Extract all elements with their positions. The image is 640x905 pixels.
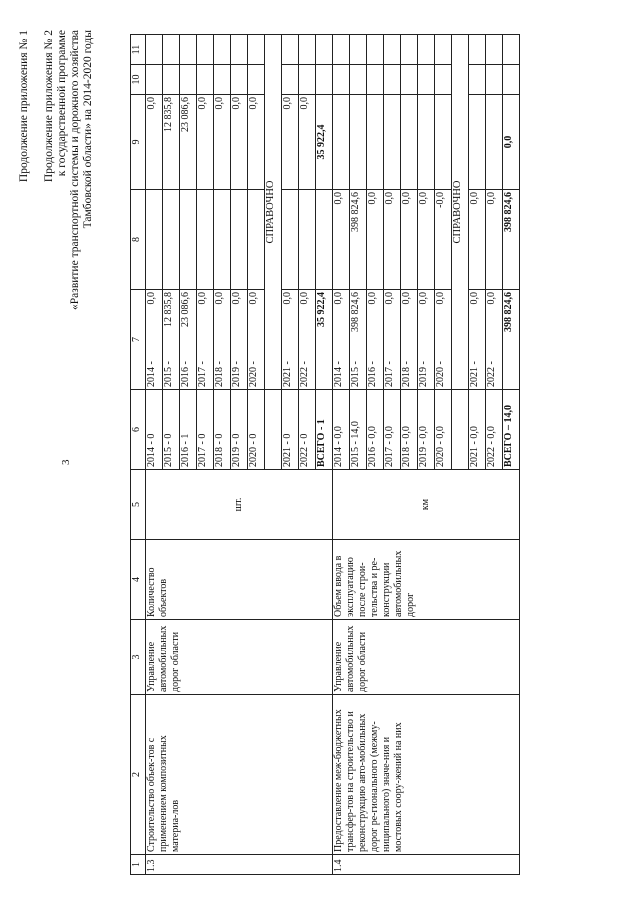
indicator-value: 2020 - 0,0 [435,390,452,470]
empty-cell [418,35,435,65]
year-label: 2019 - [231,361,242,387]
year-amount: 0,0 [333,292,344,305]
total-amount: 35 922,4 [316,290,333,390]
amount-col8: 0,0 [418,190,435,290]
funding-year [384,290,401,390]
empty-cell [401,35,418,65]
col-num: 4 [131,540,146,620]
empty-cell [248,35,265,65]
empty-cell [146,65,163,95]
empty-cell [435,65,452,95]
indicator-value: 2022 - 0,0 [486,390,503,470]
indicator-value: 2019 - 0 [231,390,248,470]
amount-col8 [299,190,316,290]
total-label: ВСЕГО - 1 [316,390,333,470]
amount-col9 [333,95,350,190]
col-num: 3 [131,620,146,695]
funding-year [180,290,197,390]
amount-col8: 0,0 [384,190,401,290]
header-line-3: «Развитие транспортной системы и дорожного хозяйства [69,30,81,310]
year-amount: 0,0 [231,292,242,305]
amount-col8 [248,190,265,290]
executor: Управление автомобильных дорог области [333,620,520,695]
empty-cell [316,35,333,65]
page-number: 3 [60,459,72,465]
year-label: 2017 - [197,361,208,387]
empty-cell [384,35,401,65]
year-amount: 0,0 [248,292,259,305]
header-line-1: Продолжение приложения № 2 [43,30,55,183]
year-amount: 398 824,6 [350,292,361,332]
col-num: 1 [131,855,146,875]
year-amount: 0,0 [435,292,446,305]
amount-col9: 23 086,6 [180,95,197,190]
empty-cell [197,35,214,65]
indicator-value: 2014 - 0,0 [333,390,350,470]
empty-cell [299,35,316,65]
empty-cell [503,35,520,65]
indicator-value: 2022 - 0 [299,390,316,470]
indicator: Объем ввода в эксплуатацию после строи-тельства и ре-конструкции автомобильных дорог [333,540,520,620]
year-amount: 0,0 [401,292,412,305]
reference-label: СПРАВОЧНО [452,35,469,390]
year-label: 2014 - [146,361,157,387]
empty-cell [265,390,282,470]
col-num: 7 [131,290,146,390]
amount-col9: 12 835,8 [163,95,180,190]
total-label: ВСЕГО – 14,0 [503,390,520,470]
amount-col9: 0,0 [197,95,214,190]
year-amount: 0,0 [214,292,225,305]
empty-cell [486,65,503,95]
col-num: 6 [131,390,146,470]
indicator-value: 2021 - 0,0 [469,390,486,470]
empty-cell [486,35,503,65]
amount-col8 [214,190,231,290]
year-label: 2016 - [180,361,191,387]
amount-col8: 0,0 [469,190,486,290]
empty-cell [435,35,452,65]
total-col8 [316,190,333,290]
indicator-value: 2016 - 1 [180,390,197,470]
indicator-value: 2018 - 0 [214,390,231,470]
col-num: 8 [131,190,146,290]
unit: шт. [146,470,333,540]
empty-cell [469,35,486,65]
empty-cell [163,65,180,95]
year-label: 2020 - [248,361,259,387]
amount-col8: 0,0 [486,190,503,290]
header-continuation: Продолжение приложения № 1 [18,30,30,183]
col-num: 10 [131,65,146,95]
year-label: 2020 - [435,361,446,387]
year-label: 2015 - [350,361,361,387]
year-label: 2014 - [333,361,344,387]
amount-col9: 0,0 [248,95,265,190]
amount-col8: 0,0 [401,190,418,290]
indicator-value: 2015 - 14,0 [350,390,367,470]
year-amount: 0,0 [146,292,157,305]
amount-col9: 0,0 [146,95,163,190]
funding-year [435,290,452,390]
funding-year [350,290,367,390]
funding-year [231,290,248,390]
empty-cell [452,390,469,470]
amount-col9 [486,95,503,190]
program-table [130,34,520,875]
year-label: 2016 - [367,361,378,387]
amount-col8 [163,190,180,290]
empty-cell [248,65,265,95]
total-amount: 398 824,6 [503,290,520,390]
empty-cell [231,35,248,65]
empty-cell [333,35,350,65]
indicator-value: 2018 - 0,0 [401,390,418,470]
amount-col9 [350,95,367,190]
total-col8: 398 824,6 [503,190,520,290]
empty-cell [231,65,248,95]
amount-col8: 0,0 [333,190,350,290]
amount-col8: 398 824,6 [350,190,367,290]
empty-cell [367,35,384,65]
unit: км [333,470,520,540]
empty-cell [163,35,180,65]
empty-cell [350,65,367,95]
amount-col9 [384,95,401,190]
amount-col8 [180,190,197,290]
measure-name: Предоставление меж-бюджетных трансфер-тов на строительство и реконструкцию авто-мобильных дорог ре-гионального (межму-ниципального) значе-ния и мостовых соору-жений на них [333,695,520,855]
year-label: 2019 - [418,361,429,387]
amount-col9: 0,0 [231,95,248,190]
funding-year [146,290,163,390]
header-line-4: Тамбовской области» на 2014-2020 годы [82,30,94,229]
empty-cell [180,65,197,95]
empty-cell [384,65,401,95]
indicator-value: 2015 - 0 [163,390,180,470]
indicator: Количество объектов [146,540,333,620]
year-label: 2022 - [299,361,310,387]
amount-col9 [469,95,486,190]
total-col9: 0,0 [503,95,520,190]
table-row [146,35,163,875]
amount-col8: 0,0 [367,190,384,290]
empty-cell [401,65,418,95]
amount-col9 [367,95,384,190]
empty-cell [469,65,486,95]
year-amount: 0,0 [367,292,378,305]
year-label: 2017 - [384,361,395,387]
amount-col9: 0,0 [214,95,231,190]
funding-year [401,290,418,390]
year-amount: 0,0 [486,292,497,305]
amount-col9: 0,0 [282,95,299,190]
indicator-value: 2014 - 0 [146,390,163,470]
amount-col8 [197,190,214,290]
year-label: 2021 - [469,361,480,387]
amount-col8: -0,0 [435,190,452,290]
funding-year [282,290,299,390]
funding-year [214,290,231,390]
amount-col8 [146,190,163,290]
empty-cell [214,35,231,65]
header-line-2: к государственной программе [56,30,68,177]
total-col9: 35 922,4 [316,95,333,190]
column-number-row [131,35,146,875]
year-amount: 0,0 [197,292,208,305]
empty-cell [503,65,520,95]
funding-year [163,290,180,390]
year-amount: 0,0 [418,292,429,305]
document-header [18,30,95,310]
empty-cell [282,35,299,65]
empty-cell [180,35,197,65]
amount-col9 [435,95,452,190]
amount-col9: 0,0 [299,95,316,190]
empty-cell [214,65,231,95]
empty-cell [146,35,163,65]
year-amount: 0,0 [384,292,395,305]
funding-year [469,290,486,390]
col-num: 2 [131,695,146,855]
year-label: 2018 - [401,361,412,387]
amount-col9 [401,95,418,190]
col-num: 11 [131,35,146,65]
indicator-value: 2021 - 0 [282,390,299,470]
indicator-value: 2019 - 0,0 [418,390,435,470]
empty-cell [316,65,333,95]
funding-year [299,290,316,390]
year-amount: 0,0 [299,292,310,305]
empty-cell [333,65,350,95]
empty-cell [299,65,316,95]
empty-cell [350,35,367,65]
measure-name: Строительство объек-тов с применением композитных материа-лов [146,695,333,855]
funding-year [418,290,435,390]
empty-cell [197,65,214,95]
amount-col9 [418,95,435,190]
row-number: 1.4 [333,855,520,875]
year-label: 2022 - [486,361,497,387]
amount-col8 [231,190,248,290]
row-number: 1.3 [146,855,333,875]
col-num: 9 [131,95,146,190]
funding-year [333,290,350,390]
funding-year [197,290,214,390]
amount-col8 [282,190,299,290]
empty-cell [367,65,384,95]
indicator-value: 2017 - 0,0 [384,390,401,470]
empty-cell [282,65,299,95]
funding-year [486,290,503,390]
col-num: 5 [131,470,146,540]
indicator-value: 2020 - 0 [248,390,265,470]
year-amount: 12 835,8 [163,292,174,327]
indicator-value: 2016 - 0,0 [367,390,384,470]
indicator-value: 2017 - 0 [197,390,214,470]
year-label: 2015 - [163,361,174,387]
empty-cell [418,65,435,95]
executor: Управление автомобильных дорог области [146,620,333,695]
year-amount: 0,0 [282,292,293,305]
year-label: 2021 - [282,361,293,387]
funding-year [367,290,384,390]
year-label: 2018 - [214,361,225,387]
reference-label: СПРАВОЧНО [265,35,282,390]
year-amount: 23 086,6 [180,292,191,327]
table-row [333,35,350,875]
year-amount: 0,0 [469,292,480,305]
funding-year [248,290,265,390]
